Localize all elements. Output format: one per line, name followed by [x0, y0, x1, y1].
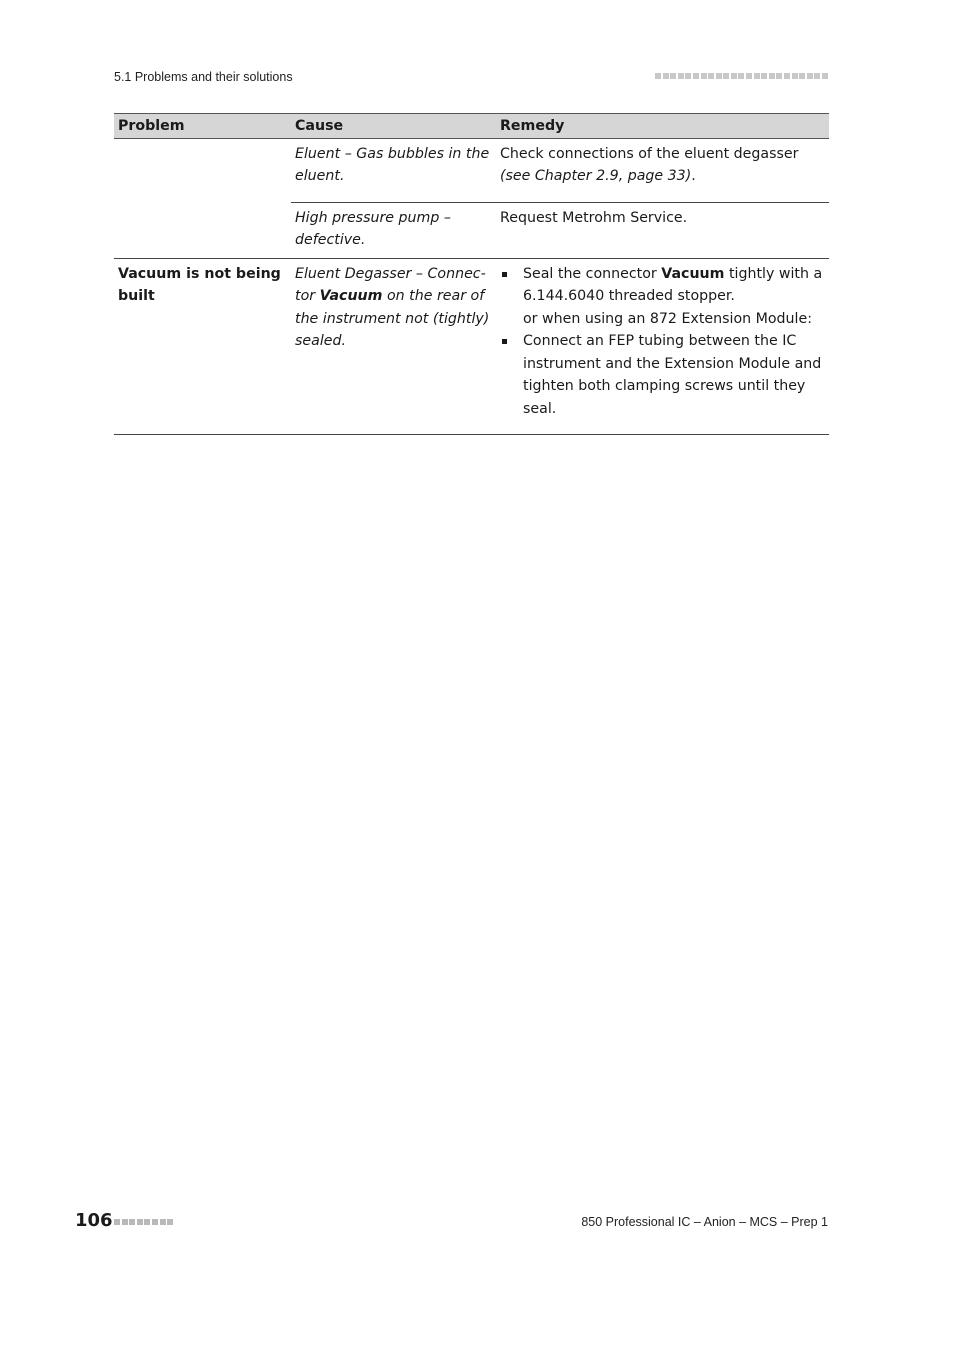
table-row: [114, 258, 829, 435]
remedy-item-extra: or when using an 872 Extension Module:: [523, 310, 812, 327]
remedy-list: [500, 263, 825, 421]
remedy-cell: Request Metrohm Service.: [496, 202, 829, 258]
cause-cell: [291, 258, 496, 435]
cause-text: on the rear of the instrument not (tightly) sealed.: [295, 288, 490, 349]
bullet-icon: [502, 339, 507, 344]
troubleshooting-table: [114, 113, 829, 435]
bullet-icon: [502, 272, 507, 277]
cause-text: Eluent Degasser – Connec-tor: [295, 265, 486, 304]
problem-cell: [114, 202, 291, 258]
table-header-row: [114, 114, 829, 139]
cause-cell: Eluent – Gas bubbles in the eluent.: [295, 145, 490, 184]
problem-cell: [114, 138, 291, 202]
running-header-section: 5.1 Problems and their solutions: [114, 70, 293, 84]
table-row: [114, 202, 829, 258]
remedy-cell: [496, 258, 829, 435]
remedy-end: .: [691, 168, 696, 184]
column-header-remedy: Remedy: [496, 114, 829, 139]
remedy-text: Check connections of the eluent degasser: [500, 145, 799, 162]
page-number: 106: [75, 1210, 113, 1231]
cause-cell: High pressure pump – defective.: [291, 202, 496, 258]
remedy-item-text: tightly with a 6.144.6040 threaded stopper.: [523, 265, 823, 304]
column-header-cause: Cause: [291, 114, 496, 139]
remedy-connector-name: Vacuum: [661, 265, 725, 282]
header-decoration: [655, 73, 828, 79]
remedy-item-text: Connect an FEP tubing between the IC instrument and the Extension Module and tighten both clamping screws until they seal.: [523, 333, 822, 417]
remedy-item-text: Seal the connector: [523, 265, 662, 282]
table-row: [114, 138, 829, 202]
list-item: [500, 263, 825, 331]
footer-document-title: 850 Professional IC – Anion – MCS – Prep 1: [581, 1215, 828, 1229]
footer-decoration: [114, 1219, 173, 1225]
column-header-problem: Problem: [114, 114, 291, 139]
chapter-reference-link[interactable]: (see Chapter 2.9, page 33): [500, 168, 692, 184]
problem-cell: Vacuum is not being built: [114, 258, 291, 435]
list-item: [500, 330, 825, 420]
cause-connector-name: Vacuum: [319, 288, 383, 304]
remedy-cell: [496, 138, 829, 202]
